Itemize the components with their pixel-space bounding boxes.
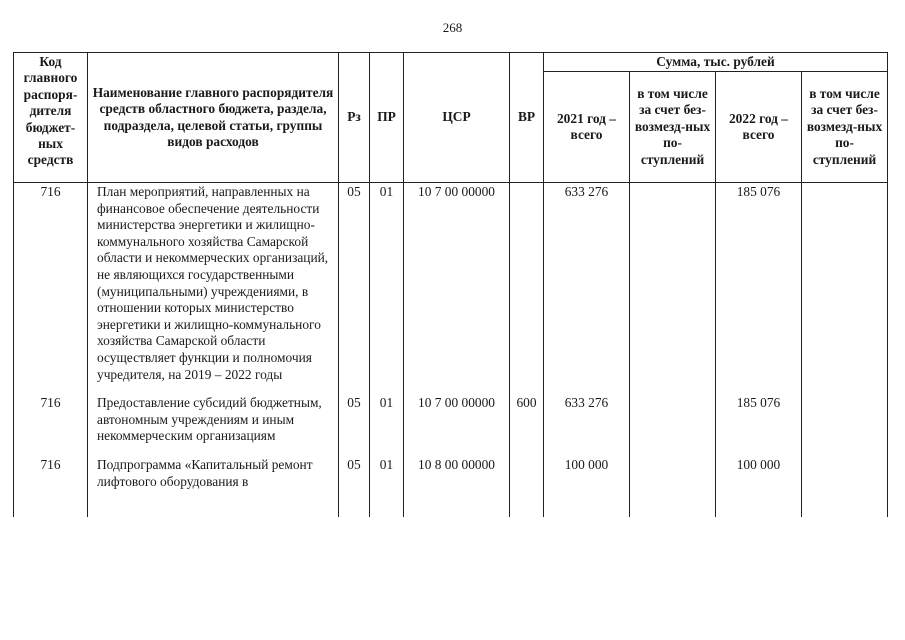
header-code: Код главного распоря-дителя бюджет-ных средств: [14, 53, 88, 183]
header-csr: ЦСР: [404, 53, 510, 183]
table-row: [14, 183, 888, 396]
header-2022-total: 2022 год – всего: [716, 72, 802, 183]
table-row: [14, 457, 888, 517]
table-row: [14, 395, 888, 457]
cell-code: 716: [14, 183, 88, 396]
header-2021-free: в том числе за счет без-возмезд-ных по-ступлений: [630, 72, 716, 183]
cell-csr: 10 7 00 00000: [404, 395, 510, 457]
cell-2022-total: 185 076: [716, 183, 802, 396]
cell-vr: [510, 457, 544, 517]
cell-2021-total: 633 276: [544, 395, 630, 457]
cell-rz: 05: [339, 457, 370, 517]
header-2022-free: в том числе за счет без-возмезд-ных по-ступлений: [802, 72, 888, 183]
cell-vr: [510, 183, 544, 396]
cell-name: План мероприятий, направленных на финансовое обеспечение деятельности министерства энергетики и жилищно-коммунального хозяйства Самарской области и некоммерческих организаций, не являющихся государственными (муниципальными) учреждениями, в отношении которых министерство энергетики и жилищно-коммунального хозяйства Самарской области осуществляет функции и полномочия учредителя, на 2019 – 2022 годы: [88, 183, 339, 396]
cell-code: 716: [14, 395, 88, 457]
cell-pr: 01: [370, 457, 404, 517]
cell-2021-free: [630, 183, 716, 396]
header-sum: Сумма, тыс. рублей: [544, 53, 888, 72]
cell-2022-total: 100 000: [716, 457, 802, 517]
table-header: [14, 53, 888, 183]
cell-2022-free: [802, 457, 888, 517]
cell-csr: 10 7 00 00000: [404, 183, 510, 396]
header-pr: ПР: [370, 53, 404, 183]
cell-pr: 01: [370, 395, 404, 457]
budget-table: [13, 52, 888, 517]
cell-name: Предоставление субсидий бюджетным, автономным учреждениям и иным некоммерческим организациям: [88, 395, 339, 457]
cell-2022-free: [802, 395, 888, 457]
header-2021-total: 2021 год – всего: [544, 72, 630, 183]
cell-rz: 05: [339, 183, 370, 396]
cell-2021-total: 100 000: [544, 457, 630, 517]
cell-2021-total: 633 276: [544, 183, 630, 396]
cell-2022-free: [802, 183, 888, 396]
cell-2021-free: [630, 395, 716, 457]
cell-vr: 600: [510, 395, 544, 457]
header-rz: Рз: [339, 53, 370, 183]
header-vr: ВР: [510, 53, 544, 183]
cell-csr: 10 8 00 00000: [404, 457, 510, 517]
cell-rz: 05: [339, 395, 370, 457]
cell-2022-total: 185 076: [716, 395, 802, 457]
cell-code: 716: [14, 457, 88, 517]
cell-pr: 01: [370, 183, 404, 396]
page-number: 268: [442, 20, 463, 35]
cell-name: Подпрограмма «Капитальный ремонт лифтового оборудования в: [88, 457, 339, 517]
header-name: Наименование главного распорядителя средств областного бюджета, раздела, подраздела, целевой статьи, группы видов расходов: [88, 53, 339, 183]
cell-2021-free: [630, 457, 716, 517]
